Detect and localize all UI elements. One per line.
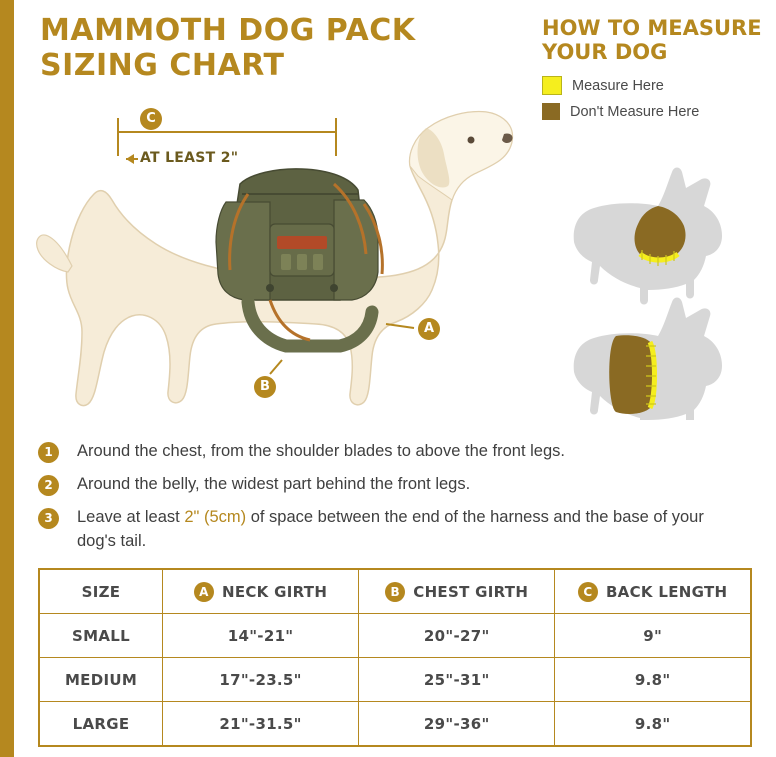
header-back-label: BACK LENGTH — [605, 582, 728, 601]
neck-measure-figure — [574, 168, 722, 305]
measure-swatch-icon — [542, 76, 562, 95]
cell-size-small: SMALL — [39, 614, 163, 658]
legend-label-dont-measure: Don't Measure Here — [570, 103, 700, 120]
table-header-row — [39, 569, 751, 614]
header-neck-label: NECK GIRTH — [221, 582, 328, 601]
page-title: MAMMOTH DOG PACK SIZING CHART — [40, 13, 416, 83]
note-badge-3: 3 — [38, 508, 59, 529]
chest-measure-figure — [574, 298, 722, 421]
table-row — [39, 702, 751, 747]
note-text-2: Around the belly, the widest part behind the front legs. — [77, 474, 471, 493]
dog-pack-illustration — [34, 74, 534, 429]
cell-chest-large: 29"-36" — [359, 702, 555, 747]
header-chest-girth — [359, 569, 555, 614]
note-item-3 — [38, 506, 738, 554]
cell-back-medium: 9.8" — [555, 658, 751, 702]
cell-size-large: LARGE — [39, 702, 163, 747]
badge-a: A — [418, 318, 440, 340]
cell-neck-medium: 17"-23.5" — [163, 658, 359, 702]
note-3-post: of space between the end of the harness and the base of your dog's tail. — [77, 507, 704, 550]
legend — [542, 16, 767, 128]
cell-neck-large: 21"-31.5" — [163, 702, 359, 747]
cell-back-small: 9" — [555, 614, 751, 658]
note-text-1: Around the chest, from the shoulder blades to above the front legs. — [77, 442, 565, 460]
note-3-highlight: 2" (5cm) — [184, 507, 247, 526]
note-badge-1: 1 — [38, 442, 59, 463]
header-size-label: SIZE — [81, 582, 121, 601]
leader-line-b — [270, 360, 282, 374]
header-chest-label: CHEST GIRTH — [413, 582, 529, 601]
measurement-notes — [38, 440, 738, 563]
header-neck-girth — [163, 569, 359, 614]
measure-diagram-svgs — [554, 150, 764, 420]
table-row — [39, 614, 751, 658]
dog-eye — [468, 137, 475, 144]
note-item-2 — [38, 473, 738, 497]
accent-bar — [0, 0, 14, 757]
content-area — [14, 0, 776, 757]
cell-back-large: 9.8" — [555, 702, 751, 747]
cell-size-medium: MEDIUM — [39, 658, 163, 702]
header-back-length — [555, 569, 751, 614]
leader-line-a — [386, 324, 414, 328]
pack-left-pouch — [216, 202, 270, 300]
legend-item-dont-measure — [542, 103, 767, 120]
badge-b: B — [254, 376, 276, 398]
table-row — [39, 658, 751, 702]
legend-title: HOW TO MEASURE YOUR DOG — [542, 16, 762, 65]
dont-measure-swatch-icon — [542, 103, 560, 120]
note-text-3 — [77, 506, 738, 554]
pack-brand-patch — [277, 236, 327, 249]
sizing-table — [38, 568, 752, 747]
note-badge-2: 2 — [38, 475, 59, 496]
header-size — [39, 569, 163, 614]
cell-neck-small: 14"-21" — [163, 614, 359, 658]
note-item-1 — [38, 440, 738, 464]
badge-c: C — [140, 108, 162, 130]
header-badge-c: C — [578, 582, 598, 602]
header-badge-b: B — [385, 582, 405, 602]
cell-chest-small: 20"-27" — [359, 614, 555, 658]
legend-label-measure: Measure Here — [572, 77, 664, 94]
cell-chest-medium: 25"-31" — [359, 658, 555, 702]
dog-tail — [37, 235, 72, 272]
note-3-pre: Leave at least — [77, 507, 185, 526]
measure-diagrams — [554, 150, 764, 420]
at-least-label: AT LEAST 2" — [140, 150, 239, 166]
legend-rows — [542, 76, 767, 120]
legend-item-measure — [542, 76, 767, 95]
header-badge-a: A — [194, 582, 214, 602]
